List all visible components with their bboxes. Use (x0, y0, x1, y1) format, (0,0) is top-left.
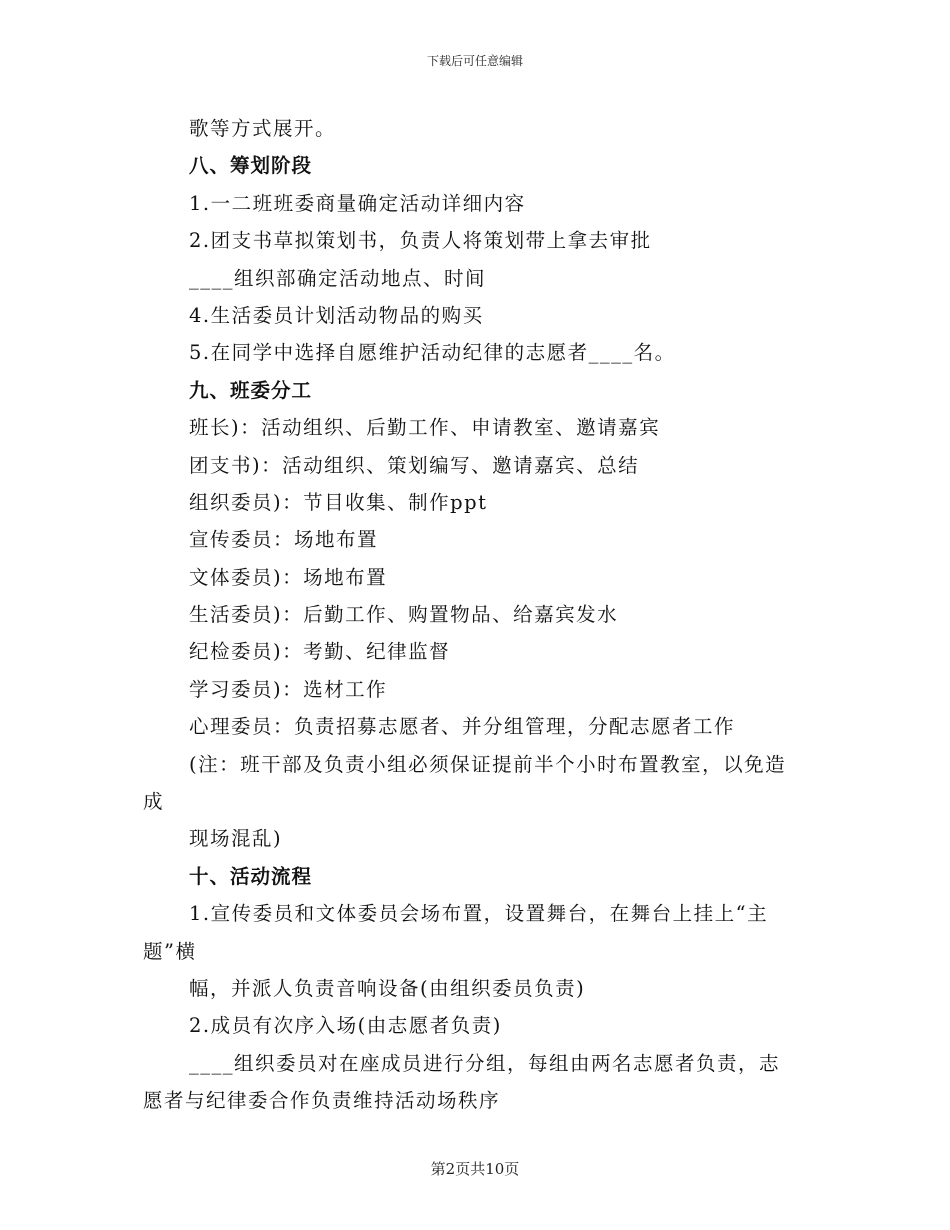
list-item: 2.成员有次序入场(由志愿者负责) (189, 1014, 502, 1038)
section-heading-planning: 八、筹划阶段 (189, 154, 313, 178)
role-line: 学习委员)：选材工作 (189, 677, 388, 701)
note-line-wrap: 成 (143, 790, 165, 814)
list-item: ____组织委员对在座成员进行分组，每组由两名志愿者负责，志 (189, 1051, 781, 1075)
list-item-wrap: 题”横 (143, 939, 197, 963)
list-item: ____组织部确定活动地点、时间 (189, 266, 487, 290)
role-line: 班长)：活动组织、后勤工作、申请教室、邀请嘉宾 (189, 416, 661, 440)
role-line: 生活委员)：后勤工作、购置物品、给嘉宾发水 (189, 603, 619, 627)
list-item: 2.团支书草拟策划书，负责人将策划带上拿去审批 (189, 229, 652, 253)
list-item: 5.在同学中选择自愿维护活动纪律的志愿者____名。 (189, 341, 676, 365)
list-item: 4.生活委员计划活动物品的购买 (189, 303, 484, 327)
list-item-wrap: 愿者与纪律委合作负责维持活动场秩序 (143, 1089, 501, 1113)
note-line: 现场混乱) (189, 827, 283, 851)
role-line: 宣传委员：场地布置 (189, 528, 379, 552)
role-line: 纪检委员)：考勤、纪律监督 (189, 640, 451, 664)
role-line: 文体委员)：场地布置 (189, 565, 388, 589)
role-line: 团支书)：活动组织、策划编写、邀请嘉宾、总结 (189, 453, 640, 477)
role-line: 组织委员)：节目收集、制作ppt (189, 490, 488, 514)
list-item: 1.一二班班委商量确定活动详细内容 (189, 191, 526, 215)
page-header-note: 下载后可任意编辑 (426, 54, 523, 68)
list-item: 幅，并派人负责音响设备(由组织委员负责) (189, 976, 586, 1000)
page-number: 第2页共10页 (430, 1160, 520, 1178)
section-heading-division: 九、班委分工 (189, 378, 313, 402)
document-body (143, 110, 813, 1120)
list-item: 1.宣传委员和文体委员会场布置，设置舞台，在舞台上挂上“主 (189, 902, 769, 926)
section-heading-process: 十、活动流程 (189, 864, 313, 888)
paragraph-line: 歌等方式展开。 (189, 117, 337, 140)
note-line: (注：班干部及负责小组必须保证提前半个小时布置教室，以免造 (189, 752, 787, 776)
role-line: 心理委员：负责招募志愿者、并分组管理，分配志愿者工作 (189, 715, 736, 739)
